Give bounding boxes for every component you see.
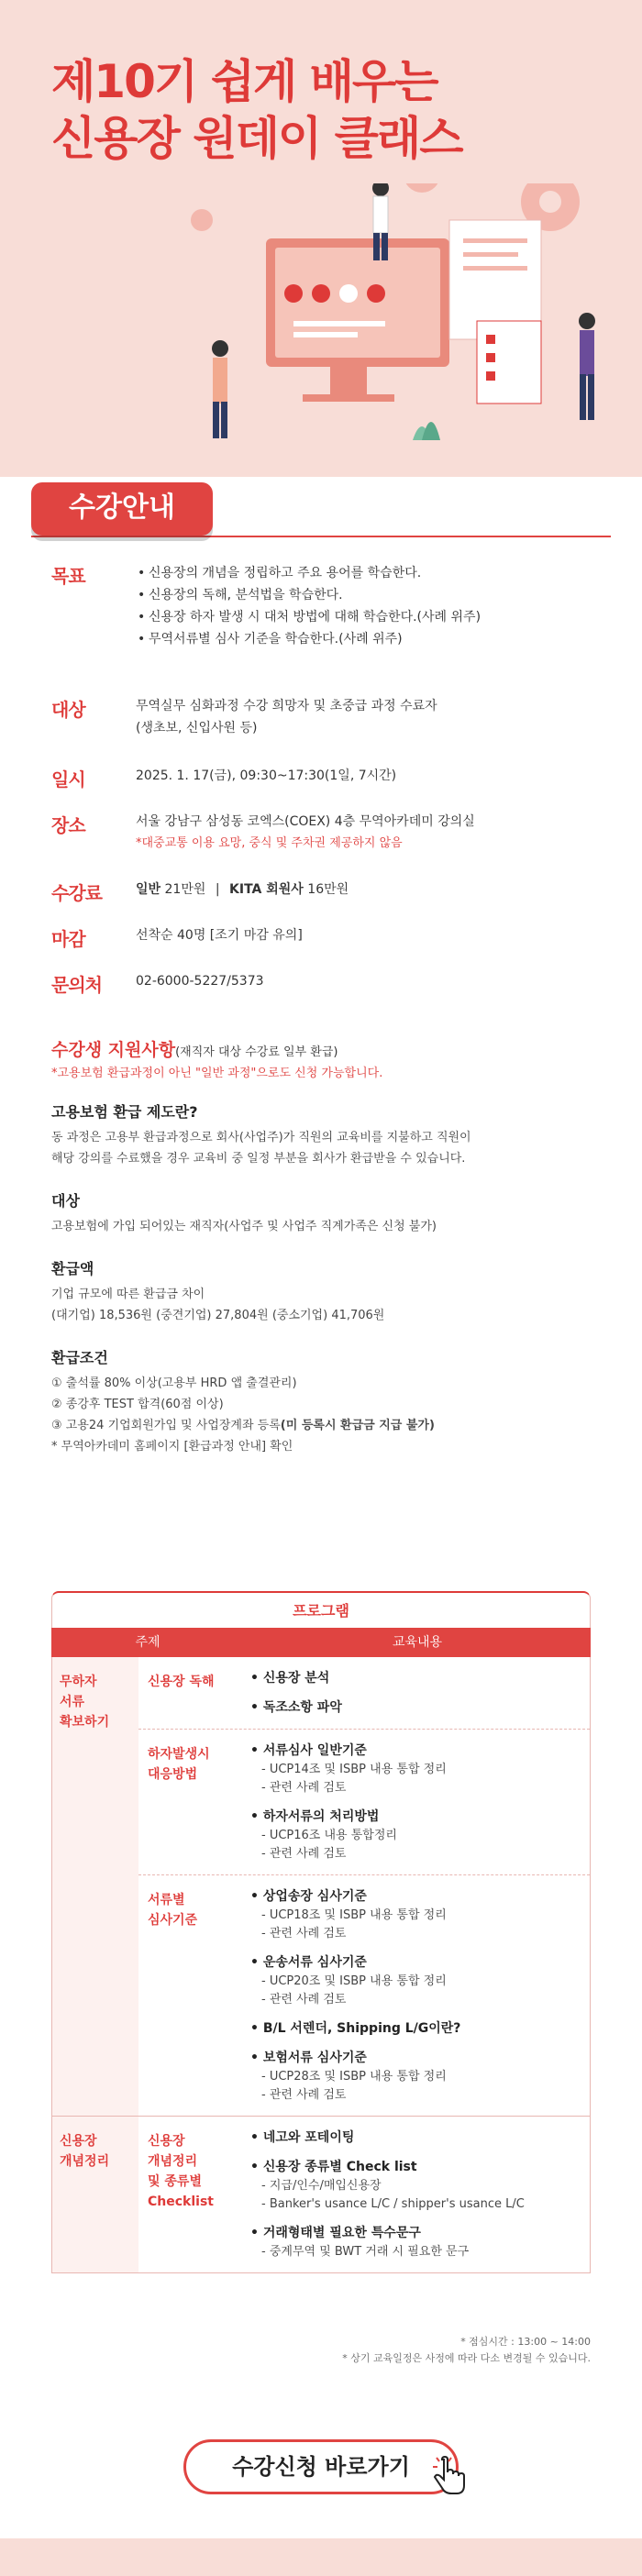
contact-value: 02-6000-5227/5373 bbox=[136, 974, 264, 989]
group-name-line: 신용장 bbox=[148, 2134, 185, 2149]
support-title-note: (재직자 대상 수강료 일부 환급) bbox=[175, 1045, 338, 1059]
info-target bbox=[51, 695, 602, 765]
apply-button[interactable]: 수강신청 바로가기 bbox=[183, 2439, 459, 2494]
refund-cond3-warning: (미 등록시 환급금 지급 불가) bbox=[280, 1419, 435, 1432]
program-item: • 보험서류 심사기준 bbox=[250, 2048, 590, 2068]
program-table bbox=[51, 1591, 591, 2273]
section-name-line: 서류 bbox=[60, 1695, 85, 1709]
column-content: 교육내용 bbox=[392, 1635, 443, 1650]
person-right bbox=[579, 313, 595, 420]
info-date bbox=[51, 765, 602, 811]
refund-title: 고용보험 환급 제도란? bbox=[51, 1103, 198, 1121]
hero-banner bbox=[0, 0, 642, 477]
fee-member-value: 16만원 bbox=[307, 882, 349, 897]
program-item: • 운송서류 심사기준 bbox=[250, 1952, 590, 1973]
fee-member-label: KITA 회원사 bbox=[229, 882, 304, 897]
program-item: • 신용장 종류별 Check list bbox=[250, 2157, 590, 2177]
group-name-line: 서류별 bbox=[148, 1893, 185, 1907]
program-subitem: - UCP14조 및 ISBP 내용 통합 정리 bbox=[250, 1761, 590, 1779]
refund-text2: 해당 강의를 수료했을 경우 교육비 중 일정 부분을 회사가 환급받을 수 있습니다. bbox=[51, 1152, 466, 1166]
program-item: • B/L 서렌더, Shipping L/G이란? bbox=[250, 2018, 590, 2039]
goal-item: • 무역서류별 심사 기준을 학습한다.(사례 위주) bbox=[136, 628, 602, 650]
date-value: 2025. 1. 17(금), 09:30~17:30(1일, 7시간) bbox=[136, 768, 397, 783]
refund-target-title: 대상 bbox=[51, 1192, 80, 1210]
refund-cond3-text: ③ 고용24 기업회원가입 및 사업장계좌 등록 bbox=[51, 1419, 281, 1432]
hand-cursor-icon bbox=[431, 2456, 468, 2498]
target-line1: 무역실무 심화과정 수강 희망자 및 초중급 과정 수료자 bbox=[136, 699, 437, 713]
hero-title-line2: 신용장 원데이 클래스 bbox=[51, 112, 462, 165]
place-value: 서울 강남구 삼성동 코엑스(COEX) 4층 무역아카데미 강의실 bbox=[136, 814, 475, 829]
program-footnote bbox=[342, 2334, 591, 2367]
place-label: 장소 bbox=[51, 814, 85, 836]
support-title bbox=[51, 1036, 602, 1061]
refund-text1: 동 과정은 고용부 환급과정으로 회사(사업주)가 직원의 교육비를 지불하고 직원이 bbox=[51, 1131, 471, 1144]
target-label: 대상 bbox=[51, 699, 85, 721]
deadline-label: 마감 bbox=[51, 928, 85, 950]
program-subitem: - 관련 사례 검토 bbox=[250, 1779, 590, 1797]
person-left bbox=[212, 340, 228, 438]
hero-title-line1: 제10기 쉽게 배우는 bbox=[51, 55, 437, 108]
section-name-line: 신용장 bbox=[60, 2134, 97, 2149]
program-item: • 독조소항 파악 bbox=[250, 1697, 590, 1718]
footnote-schedule: * 상기 교육일정은 사정에 따라 다소 변경될 수 있습니다. bbox=[342, 2352, 591, 2364]
refund-amount-title: 환급액 bbox=[51, 1260, 94, 1277]
fee-label: 수강료 bbox=[51, 882, 102, 904]
target-line2: (생초보, 신입사원 등) bbox=[136, 721, 258, 735]
refund-target-text: 고용보험에 가입 되어있는 재직자(사업주 및 사업주 직계가족은 신청 불가) bbox=[51, 1220, 437, 1233]
fee-general-label: 일반 bbox=[136, 882, 161, 897]
hero-illustration bbox=[183, 183, 614, 459]
column-topic: 주제 bbox=[135, 1635, 160, 1650]
refund-cond1: ① 출석률 80% 이상(고용부 HRD 앱 출결관리) bbox=[51, 1376, 297, 1390]
section-name bbox=[52, 1657, 138, 2116]
program-item: • 거래형태별 필요한 특수문구 bbox=[250, 2223, 590, 2243]
program-item: • 상업송장 심사기준 bbox=[250, 1886, 590, 1907]
program-item: • 네고와 포테이팅 bbox=[250, 2128, 590, 2148]
program-subitem: - 지급/인수/매입신용장 bbox=[250, 2177, 590, 2195]
fee-general-value: 21만원 bbox=[164, 882, 206, 897]
info-contact bbox=[51, 970, 602, 1016]
program-subitem: - 관련 사례 검토 bbox=[250, 1991, 590, 2009]
program-column-header bbox=[51, 1628, 591, 1657]
group-name-line: Checklist bbox=[148, 2195, 214, 2209]
program-section bbox=[51, 2117, 591, 2273]
program-subitem: - 관련 사례 검토 bbox=[250, 1845, 590, 1863]
program-title: 프로그램 bbox=[51, 1591, 591, 1628]
course-info bbox=[51, 561, 602, 1016]
group-name-line: 대응방법 bbox=[148, 1767, 198, 1782]
support-note: *고용보험 환급과정이 아닌 "일반 과정"으로도 신청 가능합니다. bbox=[51, 1067, 383, 1080]
program-subitem: - UCP28조 및 ISBP 내용 통합 정리 bbox=[250, 2068, 590, 2086]
section-name-line: 무하자 bbox=[60, 1675, 97, 1689]
program-section bbox=[51, 1657, 591, 2117]
group-name bbox=[138, 1875, 245, 2116]
program-subitem: - 관련 사례 검토 bbox=[250, 1925, 590, 1943]
footnote-lunch: * 점심시간 : 13:00 ~ 14:00 bbox=[460, 2336, 591, 2348]
program-group bbox=[138, 1875, 590, 2116]
date-label: 일시 bbox=[51, 768, 85, 790]
group-name bbox=[138, 2117, 245, 2272]
program-subitem: - UCP16조 내용 통합정리 bbox=[250, 1827, 590, 1845]
info-place bbox=[51, 811, 602, 879]
program-subitem: - 관련 사례 검토 bbox=[250, 2086, 590, 2105]
goal-item: • 신용장의 독해, 분석법을 학습한다. bbox=[136, 584, 602, 606]
info-goal bbox=[51, 561, 602, 695]
refund-amount-text1: 기업 규모에 따른 환급금 차이 bbox=[51, 1288, 205, 1301]
hero-title bbox=[51, 53, 462, 167]
group-name-line: 개념정리 bbox=[148, 2154, 198, 2169]
section-name-line: 개념정리 bbox=[60, 2154, 110, 2169]
program-subitem: - Banker's usance L/C / shipper's usance L/C bbox=[250, 2195, 590, 2214]
goal-item: • 신용장 하자 발생 시 대처 방법에 대해 학습한다.(사례 위주) bbox=[136, 606, 602, 628]
deadline-value: 선착순 40명 [조기 마감 유의] bbox=[136, 928, 303, 943]
group-name bbox=[138, 1657, 245, 1729]
group-name-line: 하자발생시 bbox=[148, 1747, 210, 1762]
refund-cond-title: 환급조건 bbox=[51, 1349, 108, 1366]
section-name-line: 확보하기 bbox=[60, 1715, 110, 1730]
refund-amount-text2: (대기업) 18,536원 (중견기업) 27,804원 (중소기업) 41,706원 bbox=[51, 1309, 385, 1322]
group-name-line: 신용장 독해 bbox=[148, 1675, 215, 1689]
footer-band bbox=[0, 2538, 642, 2576]
fee-separator: | bbox=[215, 882, 220, 897]
program-group bbox=[138, 2117, 590, 2272]
program-group bbox=[138, 1657, 590, 1730]
tab-course-info: 수강안내 bbox=[31, 482, 213, 536]
info-deadline bbox=[51, 924, 602, 970]
support-section bbox=[51, 1036, 602, 1457]
goal-item: • 신용장의 개념을 정립하고 주요 용어를 학습한다. bbox=[136, 562, 602, 584]
group-name-line: 및 종류별 bbox=[148, 2174, 202, 2189]
program-item: • 신용장 분석 bbox=[250, 1668, 590, 1688]
program-group bbox=[138, 1730, 590, 1875]
info-fee bbox=[51, 879, 602, 924]
tab-divider bbox=[31, 536, 611, 537]
program-item: • 하자서류의 처리방법 bbox=[250, 1807, 590, 1827]
refund-cond2: ② 종강후 TEST 합격(60점 이상) bbox=[51, 1398, 224, 1411]
group-name bbox=[138, 1730, 245, 1874]
contact-label: 문의처 bbox=[51, 974, 102, 996]
group-name-line: 심사기준 bbox=[148, 1913, 198, 1928]
support-title-text: 수강생 지원사항 bbox=[51, 1040, 176, 1060]
section-name bbox=[52, 2117, 138, 2272]
goal-label: 목표 bbox=[51, 565, 85, 587]
refund-cond4: * 무역아카데미 홈페이지 [환급과정 안내] 확인 bbox=[51, 1440, 293, 1454]
program-subitem: - 중계무역 및 BWT 거래 시 필요한 문구 bbox=[250, 2243, 590, 2261]
place-note: *대중교통 이용 요망, 중식 및 주차권 제공하지 않음 bbox=[136, 836, 403, 850]
program-subitem: - UCP18조 및 ISBP 내용 통합 정리 bbox=[250, 1907, 590, 1925]
refund-cond3 bbox=[51, 1415, 602, 1436]
program-subitem: - UCP20조 및 ISBP 내용 통합 정리 bbox=[250, 1973, 590, 1991]
program-item: • 서류심사 일반기준 bbox=[250, 1741, 590, 1761]
